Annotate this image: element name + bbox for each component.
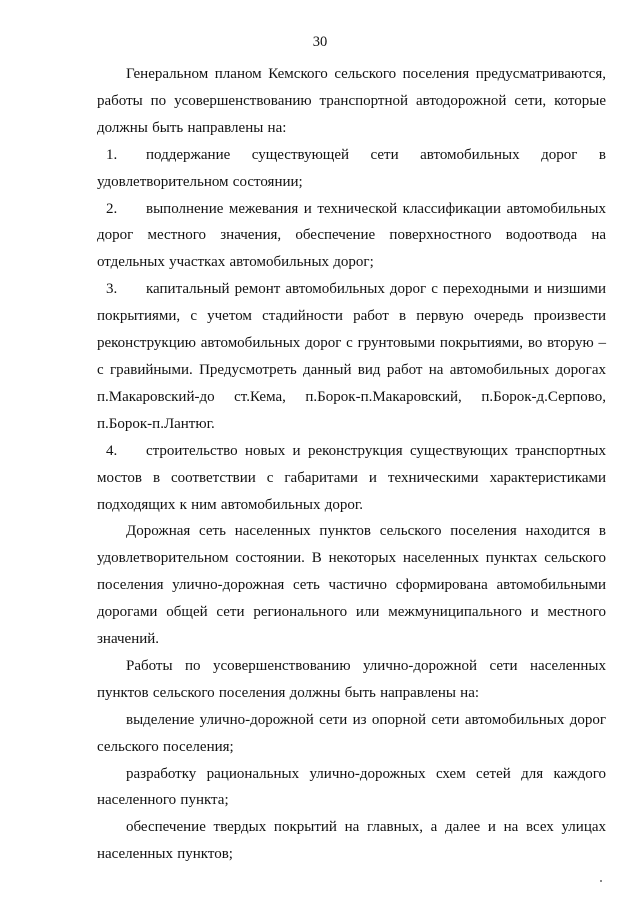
paragraph-works: Работы по усовершенствованию улично-дорожной сети населенных пунктов сельского поселения должны быть направлены на: xyxy=(97,657,606,701)
list-item-text: выполнение межевания и технической классификации автомобильных дорог местного значения, обеспечение поверхностного водоотвода на отдельных участках автомобильных дорог; xyxy=(97,200,606,271)
list-number: 1. xyxy=(106,146,118,163)
list-item-3 xyxy=(97,276,606,437)
paragraph-item-surfaces: обеспечение твердых покрытий на главных, а далее и на всех улицах населенных пунктов; xyxy=(97,819,606,863)
paragraph-item-separation: выделение улично-дорожной сети из опорной сети автомобильных дорог сельского поселения; xyxy=(97,711,606,755)
page-number: 30 xyxy=(312,34,328,50)
list-item-text: капитальный ремонт автомобильных дорог с переходными и низшими покрытиями, с учетом стадийности работ в первую очередь произвести реконструкцию автомобильных дорог с грунтовыми покрытиями, во вторую – с гравийными. Предусмотреть данный вид работ на автомобильных дорогах п.Макаровский-до ст.Кема, п.Борок-п.Макаровский, п.Борок-д.Серпово, п.Борок-п.Лантюг. xyxy=(97,281,606,432)
paragraph-item-schemes: разработку рациональных улично-дорожных схем сетей для каждого населенного пункта; xyxy=(97,765,606,809)
list-item-text: поддержание существующей сети автомобильных дорог в удовлетворительном состоянии; xyxy=(97,146,606,190)
list-item-4 xyxy=(97,438,606,519)
list-item-2 xyxy=(97,196,606,277)
list-number: 4. xyxy=(106,442,118,459)
paragraph-road-network: Дорожная сеть населенных пунктов сельского поселения находится в удовлетворительном состоянии. В некоторых населенных пунктах сельского поселения улично-дорожная сеть частично сформирована автомобильными дорогами общей сети регионального или межмуниципального и местного значений. xyxy=(97,523,606,648)
list-number: 2. xyxy=(106,200,118,217)
paragraph-intro: Генеральном планом Кемского сельского поселения предусматриваются, работы по усовершенствованию транспортной автодорожной сети, которые должны быть направлены на: xyxy=(97,66,606,136)
list-item-1 xyxy=(97,142,606,196)
scan-artifact xyxy=(600,880,602,882)
list-number: 3. xyxy=(106,281,118,298)
list-item-text: строительство новых и реконструкция существующих транспортных мостов в соответствии с габаритами и техническими характеристиками подходящих к ним автомобильных дорог. xyxy=(97,442,606,513)
document-body xyxy=(97,61,606,868)
